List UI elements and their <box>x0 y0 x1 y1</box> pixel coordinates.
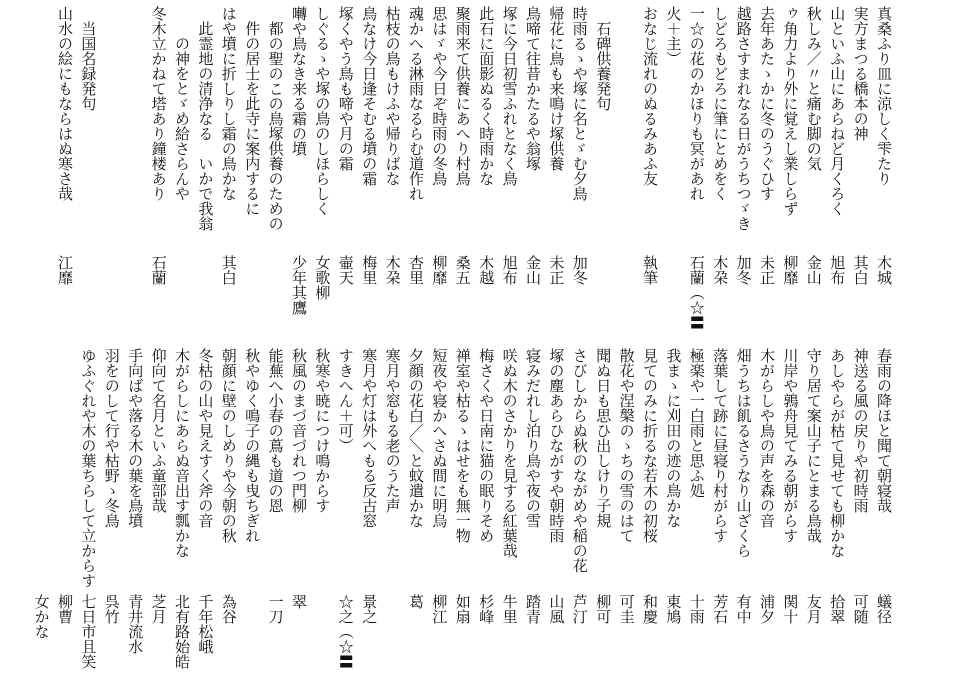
author-name: 景之 <box>360 594 379 624</box>
verse-column <box>708 348 732 682</box>
verse-text: 時雨るゝや塚に名とゞむ夕鳥 <box>570 6 589 201</box>
verse-text: 朝顔に壁のしめりや今朝の秋 <box>219 348 238 543</box>
verse-column <box>217 6 241 342</box>
verse-text: 一☆の花のかほりも冥があれ <box>687 6 706 201</box>
verse-column <box>825 6 849 342</box>
author-name: 木越 <box>477 255 496 285</box>
author-name: 金山 <box>804 255 823 285</box>
verse-text: 真桑ふり皿に涼しく雫たり <box>875 6 893 186</box>
verse-column <box>591 6 615 342</box>
verse-column <box>147 348 171 682</box>
author-name: 芳石 <box>711 594 730 624</box>
verse-column <box>615 6 639 342</box>
author-name: 可圭 <box>617 594 636 624</box>
verse-text: 散花や涅槃のゝちの雪のはて <box>617 348 636 543</box>
verse-column <box>451 348 475 682</box>
verse-column <box>287 348 311 682</box>
author-name: 未正 <box>758 255 776 285</box>
verse-text: 当国名録発句 <box>79 6 98 111</box>
verse-text: すきへん＋可） <box>336 348 355 453</box>
author-name: 山風 <box>547 594 566 624</box>
verse-text: 寒月や窓もる老のうた声 <box>383 348 402 513</box>
verse-text: 思はゞや今日ぞ時雨の冬鳥 <box>430 6 449 186</box>
author-name: 執筆 <box>641 255 659 285</box>
verse-text: 寝みだれし泊り鳥や夜の雪 <box>524 348 542 528</box>
verse-text: 実方まつる橋本の神 <box>851 6 870 141</box>
verse-column <box>264 348 288 682</box>
verse-text: 守り居て案山子にとまる鳥哉 <box>804 348 823 543</box>
verse-text: 禅室や枯るゝはせをも無一物 <box>453 348 472 543</box>
author-name: 壷天 <box>336 255 355 285</box>
author-name: 東鳩 <box>664 594 683 624</box>
verse-text: 鳥啼て往昔かたるや翁塚 <box>524 6 542 171</box>
verse-column <box>123 348 147 682</box>
verse-column <box>357 348 381 682</box>
author-name: 旭布 <box>828 255 847 285</box>
verse-column <box>615 348 639 682</box>
verse-text: 囀や鳥なき来る霜の墳 <box>290 6 308 156</box>
author-name: 関十 <box>781 594 800 624</box>
verse-text: 塚くやう鳥も啼や月の霜 <box>336 6 355 171</box>
author-name: 芝月 <box>149 594 168 624</box>
verse-text: 能蕪へ小春の蔦も道の恩 <box>266 348 285 513</box>
author-name: 七日市且笑 <box>79 594 98 669</box>
verse-column <box>661 6 685 342</box>
verse-text: 手向ばや落る木の葉を鳥墳 <box>126 348 145 528</box>
verse-column <box>685 6 709 342</box>
verse-column <box>591 348 615 682</box>
author-name: 旭布 <box>500 255 519 285</box>
verse-column <box>708 6 732 342</box>
verse-column <box>732 348 756 682</box>
verse-column <box>240 348 264 682</box>
author-name: 浦夕 <box>758 594 776 624</box>
verse-column <box>849 6 873 342</box>
verse-text: 神送る風の戻りや初時雨 <box>851 348 870 513</box>
verse-column <box>170 6 194 342</box>
author-name: 女歌柳 <box>313 255 332 300</box>
author-name: 未正 <box>547 255 566 285</box>
author-name: 翠 <box>290 594 308 609</box>
verse-text: 冬枯の山や見えすく斧の音 <box>196 348 215 528</box>
verse-column <box>357 6 381 342</box>
verse-column <box>802 6 826 342</box>
author-name: 拾翠 <box>828 594 847 624</box>
verse-column <box>76 6 100 342</box>
verse-text: 木がらしや鳥の声を森の音 <box>758 348 776 528</box>
verse-text: 聚雨来て供養にあへり村鳥 <box>453 6 472 186</box>
author-name: 石蘭 <box>149 255 168 285</box>
verse-column <box>193 6 217 342</box>
verse-text: の神をとゞめ給さらんや <box>173 6 191 201</box>
verse-column <box>872 348 896 682</box>
author-name: 和慶 <box>641 594 659 624</box>
verse-text: 都の聖のこの鳥塚供養のための <box>266 6 285 231</box>
verse-text: 木がらしにあらぬ音出す瓢かな <box>173 348 191 558</box>
verse-column <box>76 348 100 682</box>
verse-column <box>334 6 358 342</box>
verse-text: しどろもどろに筆にとめをく <box>711 6 730 201</box>
author-name: 柳靡 <box>781 255 800 285</box>
author-name: 石蘭（☆〓 <box>687 255 706 330</box>
verse-text: 羽をのして行や枯野ゝ冬鳥 <box>102 348 121 528</box>
verse-column <box>778 348 802 682</box>
author-name: 青井流水 <box>126 594 145 654</box>
verse-text: 梅さくや日南に猫の眠りそめ <box>477 348 496 543</box>
author-name: 金山 <box>524 255 542 285</box>
verse-column <box>638 6 662 342</box>
verse-text: 畑うちは飢るさうなり山ざくら <box>734 348 753 558</box>
verse-column <box>123 6 147 342</box>
author-name: 如扇 <box>453 594 472 624</box>
verse-column <box>381 6 405 342</box>
verse-column <box>732 6 756 342</box>
author-name: ☆之（☆〓 <box>336 594 355 669</box>
author-name: 有中 <box>734 594 753 624</box>
verse-text: 此霊地の清浄なる いかで我翁 <box>196 6 215 231</box>
verse-column <box>53 6 77 342</box>
verse-text: はや墳に折しりし霜の鳥かな <box>219 6 238 201</box>
author-name: 友月 <box>804 594 823 624</box>
verse-text: 鳥なけ今日逢そむる墳の霜 <box>360 6 379 186</box>
author-name: 牛里 <box>500 594 519 624</box>
author-name: 千年松峨 <box>196 594 215 654</box>
verse-text: 帰花に鳥も来鳴け塚供養 <box>547 6 566 171</box>
verse-column <box>872 6 896 342</box>
author-name: 江靡 <box>56 255 74 285</box>
verse-column <box>100 6 124 342</box>
verse-text: 秋やゆく鳴子の縄も曳ちぎれ <box>243 348 262 543</box>
verse-column <box>240 6 264 342</box>
upper-text-block <box>0 6 971 342</box>
verse-text: 冬木立かねて塔あり鐘楼あり <box>149 6 168 201</box>
verse-text: 件の居士を此寺に案内するに <box>243 6 262 216</box>
verse-text: 山といふ山にあらねど月くろく <box>828 6 847 216</box>
verse-column <box>100 348 124 682</box>
verse-text: 塚の塵あらひながすや朝時雨 <box>547 348 566 543</box>
author-name: 為谷 <box>219 594 238 624</box>
verse-column <box>825 348 849 682</box>
verse-column <box>451 6 475 342</box>
verse-text: 寒月や灯は外へもる反古窓 <box>360 348 379 528</box>
verse-text: おなじ流れのぬるみあふ友 <box>641 6 659 186</box>
verse-text: 此石に面影ぬるく時雨かな <box>477 6 496 186</box>
verse-column <box>638 348 662 682</box>
verse-column <box>334 348 358 682</box>
verse-column <box>685 348 709 682</box>
author-name: 芦汀 <box>570 594 589 624</box>
author-name: 葛 <box>407 594 425 609</box>
verse-column <box>498 348 522 682</box>
verse-column <box>778 6 802 342</box>
verse-column <box>498 6 522 342</box>
verse-text: 山水の絵にもならはぬ寒さ哉 <box>56 6 74 201</box>
verse-text: 短夜や寝かへさぬ間に明烏 <box>430 348 449 528</box>
verse-text: 夕顔の花白／＼と蚊遣かな <box>407 348 425 528</box>
verse-column <box>404 6 428 342</box>
verse-column <box>170 348 194 682</box>
verse-text: 塚に今日初雪ふれとなく鳥 <box>500 6 519 186</box>
author-name: 柳靡 <box>430 255 449 285</box>
verse-column <box>310 348 334 682</box>
verse-text: 秋風のまづ音づれつ門柳 <box>290 348 308 513</box>
verse-column <box>755 6 779 342</box>
verse-text: 咲ぬ木のさかりを見する紅葉哉 <box>500 348 519 558</box>
verse-column <box>568 348 592 682</box>
author-name: 加冬 <box>734 255 753 285</box>
verse-column <box>381 348 405 682</box>
verse-column <box>755 348 779 682</box>
verse-column <box>802 348 826 682</box>
author-name: 桑五 <box>453 255 472 285</box>
verse-column <box>474 348 498 682</box>
author-name: 其白 <box>851 255 870 285</box>
verse-text: ゆふぐれや木の葉ちらして立からす <box>79 348 98 588</box>
verse-column <box>661 348 685 682</box>
author-name: 少年其鷹 <box>290 255 308 315</box>
verse-text: ゥ角力より外に覚えし業しらず <box>781 6 800 216</box>
author-name: 女かな <box>32 594 51 639</box>
verse-text: 我まゝに刈田の迹の鳥かな <box>664 348 683 528</box>
verse-text: 落葉して跡に昼寝り村がらす <box>711 348 730 543</box>
verse-column <box>474 6 498 342</box>
verse-column <box>217 348 241 682</box>
author-name: 柳曹 <box>56 594 74 624</box>
verse-column <box>849 348 873 682</box>
author-name: 蟻径 <box>875 594 893 624</box>
author-name: 木朶 <box>383 255 402 285</box>
verse-column <box>30 348 54 682</box>
verse-column <box>521 6 545 342</box>
author-name: 踏青 <box>524 594 542 624</box>
verse-text: 秋しみ／〃と痛む脚の気 <box>804 6 823 171</box>
author-name: 杏里 <box>407 255 425 285</box>
verse-column <box>568 6 592 342</box>
verse-text: 去年あたゝかに冬のうぐひす <box>758 6 776 201</box>
verse-text: 聞ぬ日も思ひ出しけり子規 <box>594 348 613 528</box>
author-name: 杉峰 <box>477 594 496 624</box>
verse-column <box>193 348 217 682</box>
author-name: 其白 <box>219 255 238 285</box>
verse-text: 秋寒や暁につけ鳴からす <box>313 348 332 513</box>
verse-column <box>310 6 334 342</box>
lower-text-block <box>0 348 971 682</box>
verse-column <box>404 348 428 682</box>
verse-text: 仰向て名月といふ童部哉 <box>149 348 168 513</box>
verse-text: 枯枝の鳥もけふや帰りばな <box>383 6 402 186</box>
verse-text: 極楽や一白雨と思ふ処 <box>687 348 706 498</box>
author-name: 一刀 <box>266 594 285 624</box>
author-name: 可随 <box>851 594 870 624</box>
verse-text: 見てのみに折るな若木の初桜 <box>641 348 659 543</box>
author-name: 加冬 <box>570 255 589 285</box>
verse-text: あしやらが枯て見せても柳かな <box>828 348 847 558</box>
verse-column <box>53 348 77 682</box>
verse-text: 川岸や鶉舟見てみる朝がらす <box>781 348 800 543</box>
author-name: 柳江 <box>430 594 449 624</box>
author-name: 北有路始皓 <box>173 594 191 669</box>
verse-column <box>427 6 451 342</box>
verse-column <box>544 348 568 682</box>
verse-text: 魂かへる淋雨なるらむ道作れ <box>407 6 425 201</box>
verse-text: 春雨の降ほと聞て朝寝哉 <box>875 348 893 513</box>
author-name: 木城 <box>875 255 893 285</box>
verse-column <box>544 6 568 342</box>
verse-text: 越路さすまれなる日がうちつゞき <box>734 6 753 231</box>
author-name: 十雨 <box>687 594 706 624</box>
verse-column <box>264 6 288 342</box>
author-name: 木朶 <box>711 255 730 285</box>
author-name: 呉竹 <box>102 594 121 624</box>
author-name: 柳可 <box>594 594 613 624</box>
verse-text: 火＋主） <box>664 6 683 66</box>
author-name: 梅里 <box>360 255 379 285</box>
verse-text: しぐるゝや塚の鳥のしほらしく <box>313 6 332 216</box>
verse-column <box>427 348 451 682</box>
verse-text: 石碑供養発句 <box>594 6 613 111</box>
verse-column <box>147 6 171 342</box>
verse-column <box>287 6 311 342</box>
verse-column <box>521 348 545 682</box>
verse-text: さびしからぬ秋のながめや稲の花 <box>570 348 589 573</box>
